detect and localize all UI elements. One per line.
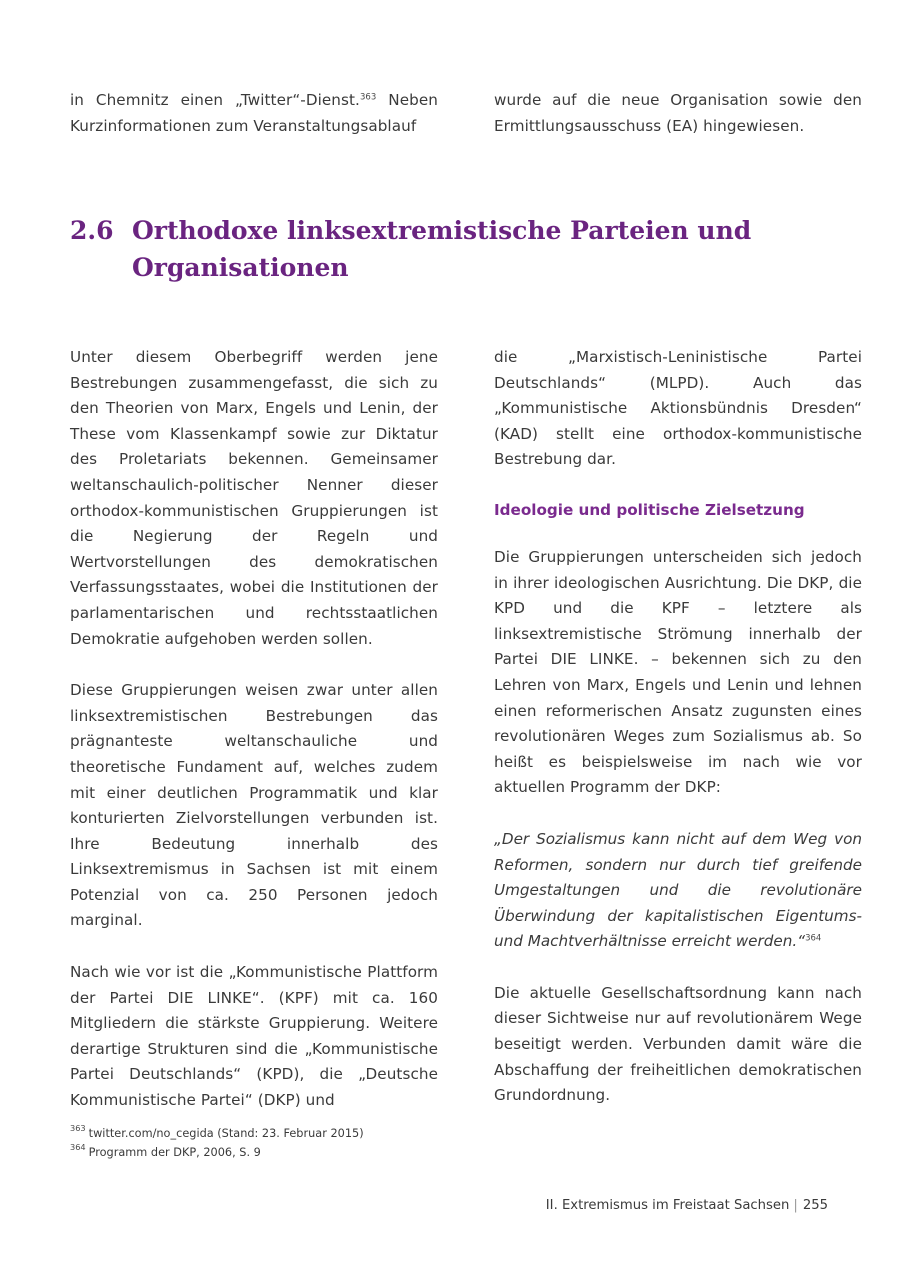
block-quote bbox=[494, 827, 862, 955]
body-column-right bbox=[494, 345, 862, 1114]
paragraph: Nach wie vor ist die „Kommunistische Plattform der Partei DIE LINKE“. (KPF) mit ca. 160 Mitgliedern die stärkste Gruppierung. Weitere derartige Strukturen sind die „Kommunistische Partei Deutschlands“ (KPD), die „Deutsche Kommunistische Partei“ (DKP) und bbox=[70, 963, 438, 1110]
chapter-title: Orthodoxe linksextremistische Parteien und Organisationen bbox=[132, 216, 752, 282]
footnote-text: Programm der DKP, 2006, S. 9 bbox=[88, 1146, 261, 1159]
block-quote-text: „Der Sozialismus kann nicht auf dem Weg von Reformen, sondern nur durch tief greifende Umgestaltungen und die revolutionäre Überwindung der kapitalistischen Eigentums- und Machtverhältnisse erreicht werden.“ bbox=[494, 829, 862, 951]
paragraph: Die Gruppierungen unterscheiden sich jedoch in ihrer ideologischen Ausrichtung. Die DKP, die KPD und die KPF – letztere als linksextremistische Strömung innerhalb der Partei DIE LINKE. – bekennen sich zu den Lehren von Marx, Engels und Lenin und lehnen einen reformerischen Ansatz zugunsten eines revolutionären Weges zum Sozialismus ab. So heißt es beispielsweise im nach wie vor aktuellen Programm der DKP: bbox=[494, 547, 862, 797]
continuation-paragraph-right: wurde auf die neue Organisation sowie den Ermittlungsausschuss (EA) hingewiesen. bbox=[494, 91, 862, 135]
running-footer bbox=[546, 1196, 828, 1216]
footnote-text: twitter.com/no_cegida (Stand: 23. Februar 2015) bbox=[88, 1127, 364, 1140]
paragraph: Die aktuelle Gesellschaftsordnung kann nach dieser Sichtweise nur auf revolutionärem Wege beseitigt werden. Verbunden damit wäre die Abschaffung der freiheitlichen demokratischen Grundordnung. bbox=[494, 983, 862, 1105]
main-columns bbox=[70, 345, 862, 1114]
continuation-paragraph-left bbox=[70, 88, 438, 139]
paragraph: Diese Gruppierungen weisen zwar unter allen linksextremistischen Bestrebungen das prägnanteste weltanschauliche und theoretische Fundament auf, welches zudem mit einer deutlichen Programmatik und klar konturierten Zielvorstellungen verbunden ist. Ihre Bedeutung innerhalb des Linksextremismus in Sachsen ist mit einem Potenzial von ca. 250 Personen jedoch marginal. bbox=[70, 681, 438, 930]
footnote-number: 363 bbox=[70, 1123, 86, 1134]
footer-separator: | bbox=[793, 1198, 798, 1213]
footnote-number: 364 bbox=[70, 1142, 86, 1153]
continuation-left-rest: Neben Kurzinformationen zum Veranstaltungsablauf bbox=[70, 91, 439, 135]
continuation-column-right bbox=[494, 88, 862, 139]
continuation-columns bbox=[70, 88, 862, 139]
paragraph: die „Marxistisch-Leninistische Partei Deutschlands“ (MLPD). Auch das „Kommunistische Aktionsbündnis Dresden“ (KAD) stellt eine orthodox-kommunistische Bestrebung dar. bbox=[494, 348, 862, 469]
chapter-heading bbox=[70, 212, 830, 286]
continuation-left-lead: in Chemnitz einen „Twitter“-Dienst. bbox=[70, 91, 360, 109]
continuation-column-left bbox=[70, 88, 438, 139]
footer-chapter-label: II. Extremismus im Freistaat Sachsen bbox=[545, 1198, 790, 1213]
footnote-marker-363: 363 bbox=[359, 92, 377, 103]
footnote-item bbox=[70, 1143, 570, 1162]
footnote-marker-364: 364 bbox=[805, 934, 822, 945]
section-subheading: Ideologie und politische Zielsetzung bbox=[494, 500, 805, 519]
paragraph: Unter diesem Oberbegriff werden jene Bestrebungen zusammengefasst, die sich zu den Theorien von Marx, Engels und Lenin, der These vom Klassenkampf sowie zur Diktatur des Proletariats bekennen. Gemeinsamer weltanschaulich-politischer Nenner dieser orthodox-kommunistischen Gruppierungen ist die Negierung der Regeln und Wertvorstellungen des demokratischen Verfassungsstaates, wobei die Institutionen der parlamentarischen und rechtsstaatlichen Demokratie aufgehoben werden sollen. bbox=[70, 348, 438, 648]
footer-page-number: 255 bbox=[802, 1198, 828, 1213]
footnote-list bbox=[70, 1124, 570, 1162]
chapter-number: 2.6 bbox=[70, 216, 114, 245]
footnote-item bbox=[70, 1124, 570, 1143]
body-column-left bbox=[70, 345, 438, 1114]
